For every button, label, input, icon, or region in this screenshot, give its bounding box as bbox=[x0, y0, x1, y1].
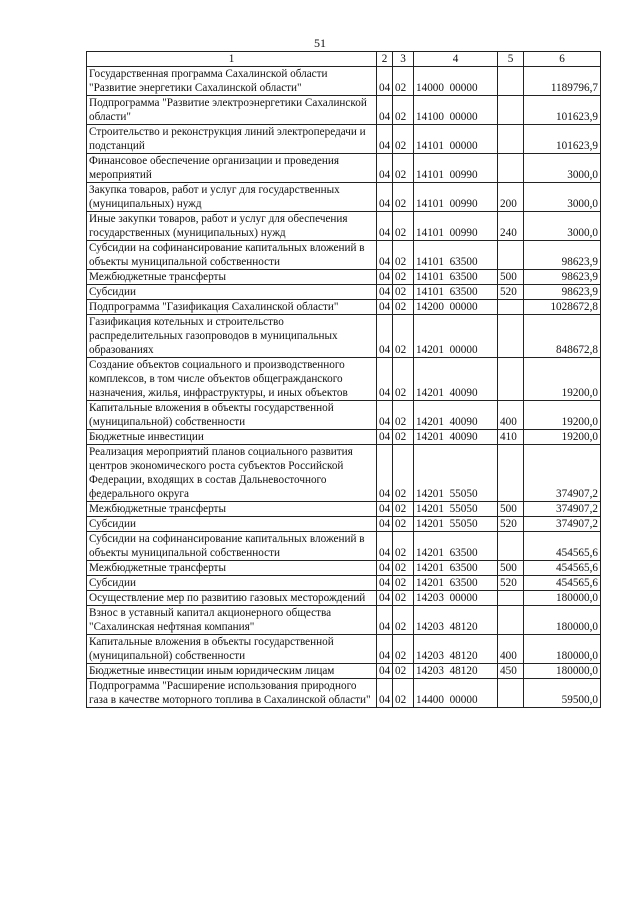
table-row bbox=[87, 445, 601, 502]
row-amount: 98623,9 bbox=[524, 241, 601, 270]
row-target-code: 14200 00000 bbox=[414, 300, 498, 315]
table-row bbox=[87, 154, 601, 183]
row-section: 04 bbox=[377, 532, 393, 561]
row-target-code: 14101 63500 bbox=[414, 241, 498, 270]
row-amount: 374907,2 bbox=[524, 517, 601, 532]
row-subsection: 02 bbox=[393, 606, 414, 635]
row-expense-type bbox=[498, 125, 524, 154]
row-name: Капитальные вложения в объекты государственной (муниципальной) собственности bbox=[87, 635, 377, 664]
row-expense-type: 450 bbox=[498, 664, 524, 679]
row-expense-type: 520 bbox=[498, 576, 524, 591]
row-target-code: 14101 00990 bbox=[414, 183, 498, 212]
page-number: 51 bbox=[314, 36, 326, 50]
row-name: Взнос в уставный капитал акционерного общества "Сахалинская нефтяная компания" bbox=[87, 606, 377, 635]
row-subsection: 02 bbox=[393, 96, 414, 125]
row-name: Субсидии bbox=[87, 576, 377, 591]
row-expense-type bbox=[498, 241, 524, 270]
row-amount: 180000,0 bbox=[524, 591, 601, 606]
row-name: Капитальные вложения в объекты государственной (муниципальной) собственности bbox=[87, 401, 377, 430]
row-subsection: 02 bbox=[393, 445, 414, 502]
row-section: 04 bbox=[377, 183, 393, 212]
row-name: Субсидии на софинансирование капитальных вложений в объекты муниципальной собственности bbox=[87, 532, 377, 561]
row-target-code: 14100 00000 bbox=[414, 96, 498, 125]
row-section: 04 bbox=[377, 358, 393, 401]
table-row bbox=[87, 401, 601, 430]
row-expense-type bbox=[498, 315, 524, 358]
row-amount: 19200,0 bbox=[524, 358, 601, 401]
table-row bbox=[87, 67, 601, 96]
row-target-code: 14101 00000 bbox=[414, 125, 498, 154]
table-row bbox=[87, 285, 601, 300]
row-expense-type: 520 bbox=[498, 285, 524, 300]
row-target-code: 14201 55050 bbox=[414, 502, 498, 517]
row-name: Иные закупки товаров, работ и услуг для обеспечения государственных (муниципальных) нужд bbox=[87, 212, 377, 241]
row-subsection: 02 bbox=[393, 576, 414, 591]
header-col-2: 2 bbox=[377, 52, 393, 67]
header-col-4: 4 bbox=[414, 52, 498, 67]
row-name: Строительство и реконструкция линий электропередачи и подстанций bbox=[87, 125, 377, 154]
row-name: Закупка товаров, работ и услуг для государственных (муниципальных) нужд bbox=[87, 183, 377, 212]
row-section: 04 bbox=[377, 67, 393, 96]
row-amount: 848672,8 bbox=[524, 315, 601, 358]
row-subsection: 02 bbox=[393, 270, 414, 285]
row-expense-type bbox=[498, 445, 524, 502]
row-section: 04 bbox=[377, 241, 393, 270]
row-target-code: 14201 40090 bbox=[414, 401, 498, 430]
table-body bbox=[87, 67, 601, 708]
row-subsection: 02 bbox=[393, 154, 414, 183]
row-target-code: 14101 00990 bbox=[414, 154, 498, 183]
row-target-code: 14000 00000 bbox=[414, 67, 498, 96]
table-row bbox=[87, 241, 601, 270]
row-amount: 101623,9 bbox=[524, 125, 601, 154]
row-amount: 59500,0 bbox=[524, 679, 601, 708]
row-section: 04 bbox=[377, 591, 393, 606]
row-expense-type: 500 bbox=[498, 561, 524, 576]
row-name: Осуществление мер по развитию газовых месторождений bbox=[87, 591, 377, 606]
row-name: Субсидии на софинансирование капитальных вложений в объекты муниципальной собственности bbox=[87, 241, 377, 270]
row-name: Создание объектов социального и производственного комплексов, в том числе объектов общегражданского назначения, жилья, инфраструктуры, и иных объектов bbox=[87, 358, 377, 401]
row-subsection: 02 bbox=[393, 502, 414, 517]
row-section: 04 bbox=[377, 445, 393, 502]
table-row bbox=[87, 576, 601, 591]
row-target-code: 14201 55050 bbox=[414, 517, 498, 532]
table-row bbox=[87, 517, 601, 532]
row-section: 04 bbox=[377, 664, 393, 679]
row-target-code: 14201 63500 bbox=[414, 561, 498, 576]
row-amount: 180000,0 bbox=[524, 664, 601, 679]
row-name: Государственная программа Сахалинской области "Развитие энергетики Сахалинской области" bbox=[87, 67, 377, 96]
table-row bbox=[87, 561, 601, 576]
row-amount: 3000,0 bbox=[524, 212, 601, 241]
row-name: Межбюджетные трансферты bbox=[87, 561, 377, 576]
row-amount: 454565,6 bbox=[524, 576, 601, 591]
row-section: 04 bbox=[377, 430, 393, 445]
row-subsection: 02 bbox=[393, 430, 414, 445]
row-name: Межбюджетные трансферты bbox=[87, 270, 377, 285]
row-target-code: 14201 00000 bbox=[414, 315, 498, 358]
table-row bbox=[87, 532, 601, 561]
row-name: Подпрограмма "Газификация Сахалинской области" bbox=[87, 300, 377, 315]
row-name: Субсидии bbox=[87, 285, 377, 300]
row-subsection: 02 bbox=[393, 517, 414, 532]
row-expense-type bbox=[498, 532, 524, 561]
row-expense-type bbox=[498, 67, 524, 96]
table-row bbox=[87, 606, 601, 635]
row-target-code: 14201 40090 bbox=[414, 358, 498, 401]
row-name: Финансовое обеспечение организации и проведения мероприятий bbox=[87, 154, 377, 183]
row-amount: 19200,0 bbox=[524, 430, 601, 445]
row-subsection: 02 bbox=[393, 401, 414, 430]
row-target-code: 14201 63500 bbox=[414, 532, 498, 561]
row-target-code: 14201 63500 bbox=[414, 576, 498, 591]
row-amount: 3000,0 bbox=[524, 183, 601, 212]
table-row bbox=[87, 358, 601, 401]
header-col-1: 1 bbox=[87, 52, 377, 67]
row-subsection: 02 bbox=[393, 635, 414, 664]
row-target-code: 14203 00000 bbox=[414, 591, 498, 606]
row-amount: 1028672,8 bbox=[524, 300, 601, 315]
row-expense-type bbox=[498, 606, 524, 635]
row-target-code: 14101 63500 bbox=[414, 270, 498, 285]
table-row bbox=[87, 183, 601, 212]
row-target-code: 14201 40090 bbox=[414, 430, 498, 445]
table-row bbox=[87, 300, 601, 315]
row-section: 04 bbox=[377, 576, 393, 591]
row-amount: 98623,9 bbox=[524, 285, 601, 300]
row-target-code: 14201 55050 bbox=[414, 445, 498, 502]
row-section: 04 bbox=[377, 635, 393, 664]
row-section: 04 bbox=[377, 212, 393, 241]
row-section: 04 bbox=[377, 561, 393, 576]
row-expense-type bbox=[498, 679, 524, 708]
row-subsection: 02 bbox=[393, 212, 414, 241]
row-amount: 454565,6 bbox=[524, 561, 601, 576]
row-section: 04 bbox=[377, 315, 393, 358]
row-target-code: 14203 48120 bbox=[414, 606, 498, 635]
table-row bbox=[87, 212, 601, 241]
row-expense-type bbox=[498, 96, 524, 125]
table-row bbox=[87, 679, 601, 708]
row-subsection: 02 bbox=[393, 285, 414, 300]
row-name: Подпрограмма "Расширение использования природного газа в качестве моторного топлива в Сахалинской области" bbox=[87, 679, 377, 708]
row-subsection: 02 bbox=[393, 241, 414, 270]
row-amount: 180000,0 bbox=[524, 606, 601, 635]
row-section: 04 bbox=[377, 517, 393, 532]
row-target-code: 14400 00000 bbox=[414, 679, 498, 708]
row-section: 04 bbox=[377, 606, 393, 635]
row-subsection: 02 bbox=[393, 358, 414, 401]
row-subsection: 02 bbox=[393, 679, 414, 708]
header-col-6: 6 bbox=[524, 52, 601, 67]
row-subsection: 02 bbox=[393, 664, 414, 679]
row-subsection: 02 bbox=[393, 67, 414, 96]
row-expense-type: 500 bbox=[498, 270, 524, 285]
row-expense-type bbox=[498, 154, 524, 183]
row-subsection: 02 bbox=[393, 532, 414, 561]
row-target-code: 14101 00990 bbox=[414, 212, 498, 241]
table-row bbox=[87, 125, 601, 154]
budget-table bbox=[86, 51, 601, 708]
header-row bbox=[87, 52, 601, 67]
table-row bbox=[87, 96, 601, 125]
row-amount: 180000,0 bbox=[524, 635, 601, 664]
row-section: 04 bbox=[377, 502, 393, 517]
row-expense-type: 200 bbox=[498, 183, 524, 212]
row-amount: 3000,0 bbox=[524, 154, 601, 183]
row-subsection: 02 bbox=[393, 315, 414, 358]
row-subsection: 02 bbox=[393, 183, 414, 212]
row-expense-type: 520 bbox=[498, 517, 524, 532]
table-row bbox=[87, 430, 601, 445]
table-row bbox=[87, 664, 601, 679]
row-expense-type: 410 bbox=[498, 430, 524, 445]
row-expense-type: 400 bbox=[498, 401, 524, 430]
row-name: Газификация котельных и строительство распределительных газопроводов в муниципальных образованиях bbox=[87, 315, 377, 358]
row-amount: 101623,9 bbox=[524, 96, 601, 125]
row-name: Межбюджетные трансферты bbox=[87, 502, 377, 517]
row-name: Подпрограмма "Развитие электроэнергетики Сахалинской области" bbox=[87, 96, 377, 125]
row-section: 04 bbox=[377, 285, 393, 300]
row-section: 04 bbox=[377, 300, 393, 315]
row-expense-type: 240 bbox=[498, 212, 524, 241]
table-row bbox=[87, 591, 601, 606]
header-col-5: 5 bbox=[498, 52, 524, 67]
table-row bbox=[87, 502, 601, 517]
row-expense-type: 400 bbox=[498, 635, 524, 664]
row-subsection: 02 bbox=[393, 591, 414, 606]
row-target-code: 14101 63500 bbox=[414, 285, 498, 300]
row-expense-type bbox=[498, 591, 524, 606]
row-subsection: 02 bbox=[393, 300, 414, 315]
row-amount: 98623,9 bbox=[524, 270, 601, 285]
table-row bbox=[87, 270, 601, 285]
row-subsection: 02 bbox=[393, 561, 414, 576]
row-section: 04 bbox=[377, 154, 393, 183]
row-section: 04 bbox=[377, 125, 393, 154]
row-name: Субсидии bbox=[87, 517, 377, 532]
row-name: Бюджетные инвестиции иным юридическим лицам bbox=[87, 664, 377, 679]
row-target-code: 14203 48120 bbox=[414, 664, 498, 679]
row-section: 04 bbox=[377, 270, 393, 285]
row-section: 04 bbox=[377, 96, 393, 125]
table-row bbox=[87, 635, 601, 664]
row-expense-type: 500 bbox=[498, 502, 524, 517]
row-amount: 374907,2 bbox=[524, 502, 601, 517]
row-amount: 19200,0 bbox=[524, 401, 601, 430]
row-section: 04 bbox=[377, 679, 393, 708]
row-expense-type bbox=[498, 358, 524, 401]
table-row bbox=[87, 315, 601, 358]
row-amount: 454565,6 bbox=[524, 532, 601, 561]
row-name: Бюджетные инвестиции bbox=[87, 430, 377, 445]
row-section: 04 bbox=[377, 401, 393, 430]
row-subsection: 02 bbox=[393, 125, 414, 154]
row-expense-type bbox=[498, 300, 524, 315]
row-amount: 1189796,7 bbox=[524, 67, 601, 96]
header-col-3: 3 bbox=[393, 52, 414, 67]
row-target-code: 14203 48120 bbox=[414, 635, 498, 664]
row-amount: 374907,2 bbox=[524, 445, 601, 502]
row-name: Реализация мероприятий планов социального развития центров экономического роста субъектов Российской Федерации, входящих в состав Дальневосточного федерального округа bbox=[87, 445, 377, 502]
